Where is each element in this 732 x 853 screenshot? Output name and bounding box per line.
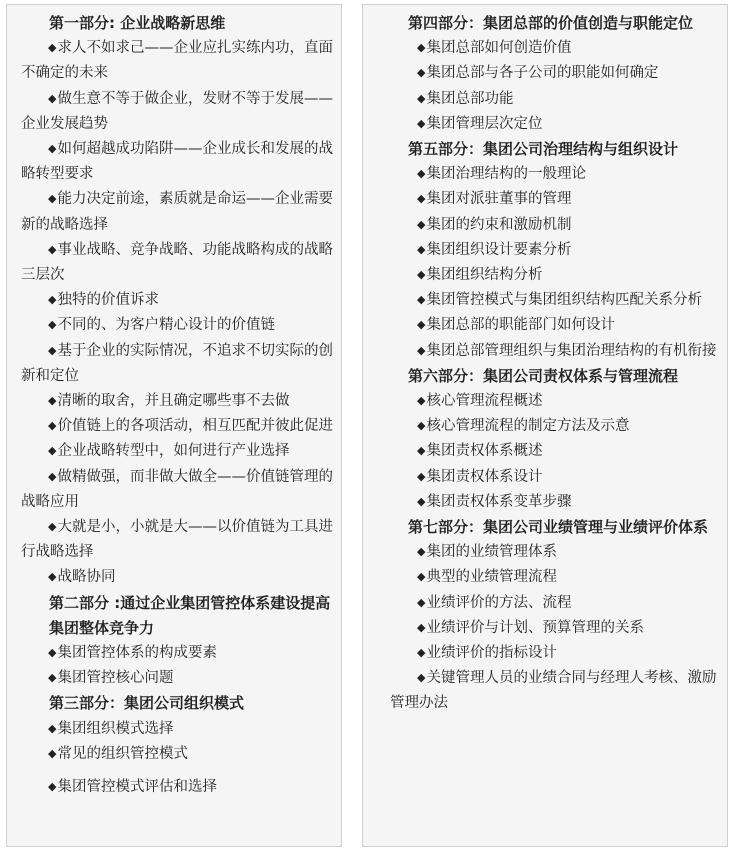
section-title: 第六部分：集团公司责权体系与管理流程: [408, 366, 679, 385]
diamond-bullet-icon: ◆: [417, 192, 426, 206]
diamond-bullet-icon: ◆: [48, 242, 57, 256]
diamond-bullet-icon: ◆: [417, 41, 426, 55]
list-item-text: 能力决定前途，素质就是命运——企业需要新的战略选择: [21, 191, 333, 233]
list-item-text: 集团责权体系概述: [426, 443, 543, 460]
list-item: [21, 288, 333, 313]
list-item: [21, 414, 333, 439]
diamond-bullet-icon: ◆: [417, 595, 426, 609]
list-item: [21, 666, 333, 691]
list-item: [390, 439, 719, 464]
list-item: [390, 263, 719, 288]
list-item: [390, 112, 719, 137]
list-item-text: 集团总部如何创造价值: [426, 40, 572, 57]
list-item: [390, 666, 719, 716]
list-item: [21, 465, 333, 515]
list-item-text: 业绩评价的方法、流程: [426, 594, 572, 611]
list-item: [390, 36, 719, 61]
list-item: [21, 515, 333, 565]
diamond-bullet-icon: ◆: [417, 419, 426, 433]
diamond-bullet-icon: ◆: [48, 469, 57, 483]
diamond-bullet-icon: ◆: [417, 444, 426, 458]
diamond-bullet-icon: ◆: [48, 520, 57, 534]
diamond-bullet-icon: ◆: [417, 494, 426, 508]
diamond-bullet-icon: ◆: [417, 293, 426, 307]
list-item-text: 事业战略、竞争战略、功能战略构成的战略三层次: [21, 241, 333, 284]
list-item: [21, 775, 333, 800]
diamond-bullet-icon: ◆: [48, 780, 57, 794]
list-item-text: 做生意不等于做企业，发财不等于发展——企业发展趋势: [21, 90, 333, 132]
left-column: [6, 4, 342, 847]
list-item: [21, 641, 333, 666]
diamond-bullet-icon: ◆: [417, 66, 426, 80]
list-item-text: 如何超越成功陷阱——企业成长和发展的战略转型要求: [21, 141, 333, 183]
list-item: [390, 339, 719, 364]
list-item: [21, 339, 333, 389]
diamond-bullet-icon: ◆: [417, 91, 426, 105]
list-item-text: 集团总部与各子公司的职能如何确定: [426, 65, 659, 82]
diamond-bullet-icon: ◆: [48, 142, 57, 156]
diamond-bullet-icon: ◆: [48, 419, 57, 433]
diamond-bullet-icon: ◆: [417, 268, 426, 282]
diamond-bullet-icon: ◆: [48, 91, 57, 105]
list-item: [390, 465, 719, 490]
list-item: [390, 87, 719, 112]
diamond-bullet-icon: ◆: [417, 671, 426, 685]
diamond-bullet-icon: ◆: [48, 318, 57, 332]
diamond-bullet-icon: ◆: [48, 444, 57, 458]
list-item-text: 集团总部功能: [426, 90, 514, 107]
diamond-bullet-icon: ◆: [48, 721, 57, 735]
diamond-bullet-icon: ◆: [417, 469, 426, 483]
list-item: [390, 591, 719, 616]
list-item-text: 集团管控模式评估和选择: [57, 779, 217, 796]
list-item: [390, 162, 719, 187]
list-item: [390, 616, 719, 641]
list-item: [21, 313, 333, 338]
list-item-text: 集团责权体系变革步骤: [426, 493, 572, 510]
list-item-text: 核心管理流程概述: [426, 393, 543, 410]
list-item-text: 集团组织结构分析: [426, 267, 543, 284]
list-item: [390, 540, 719, 565]
section-title: 第四部分：集团总部的价值创造与职能定位: [408, 14, 694, 32]
list-item-text: 核心管理流程的制定方法及示意: [426, 418, 630, 435]
diamond-bullet-icon: ◆: [48, 293, 57, 307]
section-title: 第二部分 :通过企业集团管控体系建设提高集团整体竞争力: [49, 593, 331, 637]
list-item: [21, 389, 333, 414]
list-item-text: 不同的、为客户精心设计的价值链: [57, 317, 275, 334]
list-item: [21, 187, 333, 237]
list-item: [21, 439, 333, 464]
list-item: [21, 36, 333, 86]
list-item-text: 业绩评价的指标设计: [426, 645, 557, 662]
list-item-text: 集团总部的职能部门如何设计: [426, 317, 615, 334]
list-item-text: 集团管控体系的构成要素: [57, 645, 217, 662]
list-item: [390, 313, 719, 338]
list-item: [21, 717, 333, 742]
list-item: [390, 389, 719, 414]
list-item: [390, 187, 719, 212]
list-item: [390, 490, 719, 515]
diamond-bullet-icon: ◆: [48, 570, 57, 584]
diamond-bullet-icon: ◆: [48, 671, 57, 685]
diamond-bullet-icon: ◆: [48, 746, 57, 760]
list-item-text: 集团管理层次定位: [426, 115, 543, 132]
list-item-text: 清晰的取舍，并且确定哪些事不去做: [57, 393, 290, 410]
list-item: [21, 137, 333, 187]
section-title: 第一部分: 企业战略新思维: [49, 14, 226, 32]
diamond-bullet-icon: ◆: [417, 318, 426, 332]
diamond-bullet-icon: ◆: [417, 545, 426, 559]
diamond-bullet-icon: ◆: [48, 41, 57, 55]
list-item-text: 关键管理人员的业绩合同与经理人考核、激励管理办法: [390, 670, 717, 712]
list-item-text: 集团管控模式与集团组织结构匹配关系分析: [426, 292, 702, 309]
list-item-text: 求人不如求己——企业应扎实练内功，直面不确定的未来: [21, 40, 333, 82]
list-item-text: 做精做强，而非做大做全——价值链管理的战略应用: [21, 468, 333, 510]
list-item: [390, 213, 719, 238]
diamond-bullet-icon: ◆: [48, 343, 57, 357]
list-item-text: 集团责权体系设计: [426, 468, 543, 485]
list-item-text: 独特的价值诉求: [57, 292, 159, 309]
list-item-text: 集团管控核心问题: [57, 670, 174, 687]
list-item-text: 集团组织模式选择: [57, 720, 174, 737]
list-item-text: 集团的业绩管理体系: [426, 544, 557, 561]
diamond-bullet-icon: ◆: [48, 646, 57, 660]
list-item-text: 集团组织设计要素分析: [426, 241, 572, 258]
right-column: [362, 4, 728, 847]
list-item: [390, 238, 719, 263]
list-item: [390, 414, 719, 439]
diamond-bullet-icon: ◆: [417, 242, 426, 256]
list-item: [390, 565, 719, 590]
list-item-text: 企业战略转型中，如何进行产业选择: [57, 443, 290, 460]
list-item: [21, 87, 333, 137]
diamond-bullet-icon: ◆: [48, 394, 57, 408]
list-item: [21, 565, 333, 590]
diamond-bullet-icon: ◆: [417, 394, 426, 408]
section-title: 第三部分：集团公司组织模式: [49, 694, 245, 713]
list-item-text: 价值链上的各项活动，相互匹配并彼此促进: [57, 418, 333, 435]
diamond-bullet-icon: ◆: [417, 646, 426, 660]
section-title: 第五部分：集团公司治理结构与组织设计: [408, 140, 679, 159]
list-item-text: 集团治理结构的一般理论: [426, 166, 586, 183]
list-item: [390, 61, 719, 86]
diamond-bullet-icon: ◆: [417, 217, 426, 231]
list-item-text: 集团总部管理组织与集团治理结构的有机衔接: [426, 342, 717, 359]
list-item-text: 大就是小，小就是大——以价值链为工具进行战略选择: [21, 519, 333, 561]
list-item-text: 业绩评价与计划、预算管理的关系: [426, 619, 644, 636]
diamond-bullet-icon: ◆: [417, 620, 426, 634]
list-item-text: 典型的业绩管理流程: [426, 569, 557, 586]
list-item-text: 集团对派驻董事的管理: [426, 191, 572, 208]
diamond-bullet-icon: ◆: [48, 192, 57, 206]
list-item: [21, 238, 333, 288]
list-item-text: 常见的组织管控模式: [57, 745, 188, 762]
list-item: [21, 742, 333, 767]
section-title: 第七部分：集团公司业绩管理与业绩评价体系: [408, 518, 709, 537]
diamond-bullet-icon: ◆: [417, 167, 426, 181]
list-item-text: 集团的约束和激励机制: [426, 216, 572, 233]
list-item: [390, 641, 719, 666]
list-item: [390, 288, 719, 313]
diamond-bullet-icon: ◆: [417, 116, 426, 130]
spacer: [21, 767, 333, 775]
list-item-text: 基于企业的实际情况，不追求不切实际的创新和定位: [21, 342, 333, 384]
list-item-text: 战略协同: [57, 569, 116, 586]
diamond-bullet-icon: ◆: [417, 343, 426, 357]
diamond-bullet-icon: ◆: [417, 570, 426, 584]
